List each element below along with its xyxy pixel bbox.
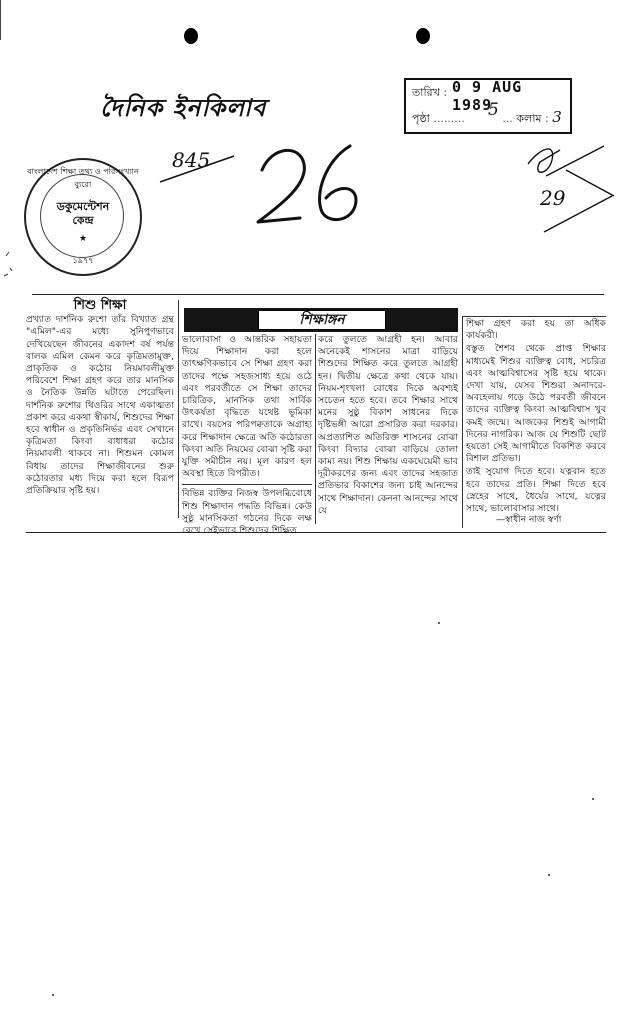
- column-separator: [178, 300, 179, 518]
- date-label: তারিখ: [412, 86, 440, 99]
- col3-paragraph: করে তুলতে আগ্রহী হন। আবার অনেকেই শাসনের মাত্রা বাড়িয়ে শিশুদের শিক্ষিত করে তুলতে আগ্রহী হন। দ্বিতীয় ক্ষেত্রে কথা থেকে যায়। নিয়ম-শৃংখলা বোধের দিকে অবশ্যই সচেতন হতে হবে। তবে শিক্ষার সাথে মনের সুষ্ঠু বিকাশ সাধনের দিকে দৃষ্টিভঙ্গী আরো প্রসারিত করা দরকার। অপ্রত্যাশিত অতিরিক্ত শাসনের বোঝা কিংবা বিদ্যার বোঝা বাড়িয়ে তোলা কাম্য নয়। শিশু শিক্ষায় একঘেয়েমী ভাব দূরীকরণের জন্য এবং তাদের সহজাত প্রতিভার বিকাশের জন্য চাই আনন্দের সাথে শিক্ষাদান। কেননা আনন্দের সাথে যে: [318, 334, 458, 516]
- handwritten-corner-mark: 29: [540, 186, 566, 210]
- article-headline: শিশু শিক্ষা: [73, 298, 127, 313]
- seal-center-line1: ডকুমেন্টেশন: [56, 200, 110, 213]
- article-column-2: [182, 334, 312, 538]
- col4-paragraph: শিক্ষা গ্রহণ করা হয় তা অধিক কার্যকরী।: [466, 318, 606, 342]
- article-column-4: [466, 318, 606, 516]
- seal-ring-text: বাংলাদেশ শিক্ষা তথ্য ও পরিসংখ্যান ব্যুরো: [27, 167, 139, 189]
- page-value: 5: [488, 100, 499, 120]
- col1-paragraph: প্রখ্যাত দার্শনিক রুশো তাঁর বিখ্যাত গ্রন্থ "এমিল"-এর মধ্যে সুনিপুণভাবে দেখিয়েছেন জীবনের একাদশ বর্ষ পর্যন্ত বালক এমিল কেমন করে কৃত্রিমতামুক্ত, প্রাকৃতিক ও কঠোর নিয়মাবলীমুক্ত পরিবেশে শিক্ষা গ্রহণ করে তার মানসিক ও নৈতিক উন্নতি ঘটাতে পেরেছিল। দার্শনিক রুশোর থিওরির সাথে একাত্মতা প্রকাশ করে একথা স্বীকার্য, শিশুদের শিক্ষা হবে স্বাধীন ও প্রকৃতিনির্ভর এবং সেখানে কৃত্রিমতা কিংবা বাধাধরা কঠোর নিয়মাবলী থাকবে না। শিশুমন কোমল বিধায় তাদের শিক্ষাজীবনের শুরু কঠোরতার মধ্য দিয়ে করা হলে বিরূপ প্রতিক্রিয়ার সৃষ্টি হয়।: [26, 314, 174, 497]
- col4-paragraph: বস্তুত শৈশব থেকে প্রাপ্ত শিক্ষার মাধ্যমেই শিশুর ব্যক্তিত্ব বোধ, সচরিত্র এবং আত্মবিশ্বাসের সৃষ্টি হয়ে থাকে। দেখা যায়, যেসব শিশুরা অনাদরে-অবহেলায় গড়ে উঠে পরবর্তী জীবনে তাদের ব্যক্তিত্ব কিংবা আত্মবিশ্বাস খুব কমই জন্মে। আজকের শিশুই আগামী দিনের নাগরিক। আজ যে শিশুটি ছোট হয়তো সেই আগামীতে বিকশিত করবে বিশাল প্রতিভা।: [466, 343, 606, 465]
- clipping-bottom-rule: [26, 532, 606, 533]
- seal-center-line2: কেন্দ্র: [72, 214, 94, 227]
- underline-stroke: [160, 156, 234, 182]
- clipping-top-rule: [32, 294, 604, 295]
- scan-speck: [52, 994, 54, 996]
- large-number-26-strokes: [258, 146, 356, 222]
- scan-specks: [4, 252, 12, 276]
- handwriting-strokes: [0, 0, 624, 300]
- section-banner: [184, 308, 458, 332]
- col2-paragraph: বিভিন্ন ব্যক্তির নিজস্ব উপলব্ধিবোধে শিশু শিক্ষাদান পদ্ধতি বিভিন্ন। কেউ সুষ্ঠু মানসিকতা গঠনের দিকে লক্ষ রেখে সেইভাবে শিশুদের শিক্ষিত: [182, 488, 312, 537]
- article-byline: —স্বাধীন নাজ স্বর্ণা: [496, 515, 562, 525]
- handwritten-file-number: 845: [172, 148, 211, 172]
- date-row: তারিখ : 0 9 AUG 1989: [412, 84, 566, 103]
- col2-paragraph: ভালোবাসা ও আন্তরিক সহায়তা দিয়ে শিক্ষাদান করা হলে তাৎক্ষণিকভাবে সে শিক্ষা গ্রহণ করা তাদের পক্ষে সহজসাধ্য হয়ে ওঠে এবং পরবর্তীতে সে শিক্ষা তাদের চারিত্রিক, মানসিক তথা সার্বিক উৎকর্ষতা বৃদ্ধিতে যথেষ্ট ভূমিকা রাখে। বয়সের পরিপক্বতাকে অগ্রাহ্য করে শিক্ষাদান ক্ষেত্রে অতি কঠোরতা কিংবা অতি নিয়মের বোঝা সৃষ্টি করা যুক্তি সমীচীন নয়। মূল কারণ হল অবস্থা হিতে বিপরীত।: [182, 334, 312, 480]
- page-column-row: পৃষ্ঠা ......... 5 ... কলাম : 3: [412, 100, 562, 126]
- col4-paragraph: তাই সুযোগ দিতে হবে। যত্নবান হতে হবে তাদের প্রতি। শিক্ষা দিতে হবে স্নেহের সাথে, ধৈর্যের সাথে, যত্নের সাথে, ভালোবাসার সাথে।: [466, 466, 606, 515]
- column-top-rule: [462, 316, 606, 317]
- seal-star-icon: ★: [78, 234, 88, 244]
- scan-speck: [548, 874, 550, 876]
- column-label: কলাম: [516, 112, 542, 125]
- column-value: 3: [552, 108, 562, 126]
- column-separator: [462, 316, 463, 528]
- seal-year: ১৯৭৭: [72, 256, 94, 265]
- newspaper-masthead: দৈনিক ইনকিলাব: [100, 94, 267, 122]
- article-column-1: [26, 300, 174, 498]
- scan-speck: [592, 798, 594, 800]
- page-label: পৃষ্ঠা: [412, 112, 430, 125]
- scan-speck: [438, 622, 440, 624]
- column-separator: [315, 334, 316, 524]
- section-title: শিক্ষাঙ্গন: [258, 310, 386, 330]
- article-column-3: [318, 334, 458, 518]
- column-divider: [182, 484, 312, 485]
- date-value: 0 9 AUG 1989: [452, 78, 523, 114]
